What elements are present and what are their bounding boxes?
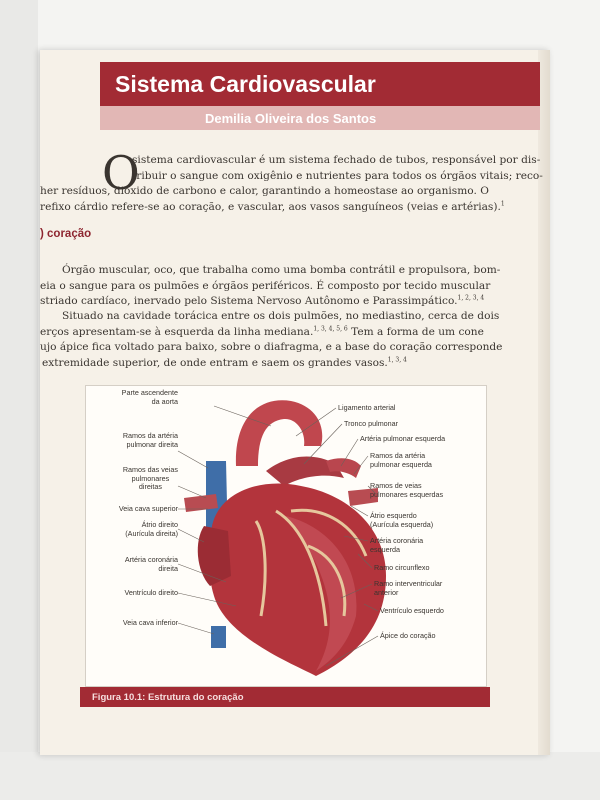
aorta-shape [236, 400, 322, 466]
label-left-pulmonary-artery [360, 435, 445, 444]
label-line: direitas [138, 482, 163, 491]
paragraph-line-text: striado cardíaco, inervado pelo Sistema Nervoso Autônomo e Parassimpático. [40, 295, 458, 307]
right-atrium-shape [198, 526, 231, 586]
intro-paragraph [40, 153, 543, 215]
label-line: Artéria coronária [370, 536, 424, 545]
paragraph-line: ujo ápice fica voltado para baixo, sobre o diafragma, e a base do coração corresponde [40, 341, 503, 353]
chapter-title: Sistema Cardiovascular [115, 70, 376, 97]
leader-line [178, 486, 206, 498]
label-line: (Aurícula direita) [125, 528, 178, 538]
label-line: Ramos da artéria [370, 451, 426, 460]
chapter-author: Demilia Oliveira dos Santos [205, 110, 377, 126]
label-interventricular [374, 580, 442, 597]
label-line: Ramos da artéria [122, 431, 178, 440]
paragraph-line-text: erços apresentam-se à esquerda da linha mediana. [40, 325, 314, 338]
label-circumflex [374, 564, 430, 573]
label-line: Veia cava inferior [122, 618, 178, 627]
label-line: Ligamento arterial [338, 403, 396, 412]
heart-body-shape [209, 483, 386, 676]
paragraph-line-text: extremidade superior, de onde entram e saem os grandes vasos. [42, 356, 388, 369]
label-line: Ápice do coração [380, 631, 436, 640]
label-ligament [338, 404, 396, 413]
label-line: pulmonar esquerda [370, 459, 432, 469]
backdrop-bottom [0, 752, 600, 800]
section-heading: ) coração [40, 228, 92, 240]
vena-cava-inferior-shape [211, 626, 226, 648]
label-pulmonary-trunk [344, 420, 398, 429]
label-line: Átrio esquerdo [370, 511, 417, 520]
intro-line: tribuir o sangue com oxigênio e nutrientes para todos os órgãos vitais; reco- [132, 169, 543, 182]
label-line: esquerda [370, 544, 400, 554]
label-line: (Aurícula esquerda) [370, 519, 434, 529]
paragraph-line: Situado na cavidade torácica entre os dois pulmões, no mediastino, cerca de dois [62, 310, 500, 322]
label-right-ventricle [124, 589, 178, 598]
label-line: pulmonares esquerdas [370, 489, 444, 499]
label-aorta [122, 389, 178, 406]
label-line: da aorta [151, 396, 178, 406]
label-line: pulmonar direita [126, 439, 178, 449]
leader-line [178, 623, 214, 634]
label-right-coronary [125, 556, 178, 573]
label-line: Artéria pulmonar esquerda [360, 434, 446, 443]
label-line: Tronco pulmonar [344, 419, 399, 428]
paragraph-line: Órgão muscular, oco, que trabalha como uma bomba contrátil e propulsora, bom- [62, 264, 501, 276]
paragraph-organ [40, 263, 501, 310]
intro-line-text: refixo cárdio refere-se ao coração, e vascular, aos vasos sanguíneos (veias e artérias). [40, 200, 501, 213]
paragraph-line [40, 294, 485, 310]
label-line: Artéria coronária [124, 555, 178, 564]
label-line: Ventrículo esquerdo [380, 606, 444, 615]
label-right-atrium [125, 521, 178, 538]
reference-marker: 1 [500, 199, 505, 207]
paragraph-location [40, 309, 503, 371]
reference-marker: 1, 2, 3, 4 [457, 294, 485, 302]
label-line: anterior [374, 587, 399, 597]
intro-line: sistema cardiovascular é um sistema fechado de tubos, responsável por dis- [132, 154, 541, 166]
leader-line [178, 451, 208, 468]
paragraph-line [40, 324, 484, 341]
label-line: direita [158, 563, 178, 573]
label-line: Átrio direito [141, 520, 178, 529]
label-apex [380, 632, 436, 641]
backdrop [0, 0, 38, 800]
heart-figure [85, 385, 487, 687]
figure-caption: Figura 10.1: Estrutura do coração [92, 691, 244, 703]
paragraph-line [40, 356, 480, 372]
intro-line: her resíduos, dióxido de carbono e calor, garantindo a homeostase ao organismo. O [40, 185, 489, 197]
label-left-ventricle [380, 607, 444, 616]
label-left-coronary [370, 537, 423, 554]
label-line: Ramos de veias [370, 481, 422, 490]
label-line: Ramos das veias [122, 465, 178, 474]
label-line: Ramo interventricular [374, 579, 443, 588]
label-inferior-vena-cava [123, 619, 178, 628]
label-superior-vena-cava [119, 505, 178, 514]
label-line: Ramo circunflexo [374, 563, 430, 572]
reference-marker: 1, 3, 4, 5, 6 [313, 324, 348, 332]
paragraph-line: eia o sangue para os pulmões e órgãos periféricos. É composto por tecido muscular [40, 279, 491, 292]
reference-marker: 1, 3, 4 [387, 355, 407, 363]
label-line: Veia cava superior [118, 504, 178, 513]
label-left-pulmonary-branches [370, 452, 432, 469]
label-line: Ventrículo direito [124, 588, 178, 597]
label-left-pulmonary-veins [370, 482, 443, 499]
book-page [40, 50, 550, 755]
label-line: pulmonares [131, 473, 170, 483]
label-left-atrium [370, 512, 433, 529]
intro-line [40, 199, 505, 216]
label-right-pulmonary-artery [123, 432, 178, 449]
paragraph-line-text: Tem a forma de um cone [347, 325, 484, 338]
label-right-pulmonary-veins [123, 466, 178, 492]
label-line: Parte ascendente [121, 388, 178, 397]
drop-cap: O [102, 146, 140, 200]
